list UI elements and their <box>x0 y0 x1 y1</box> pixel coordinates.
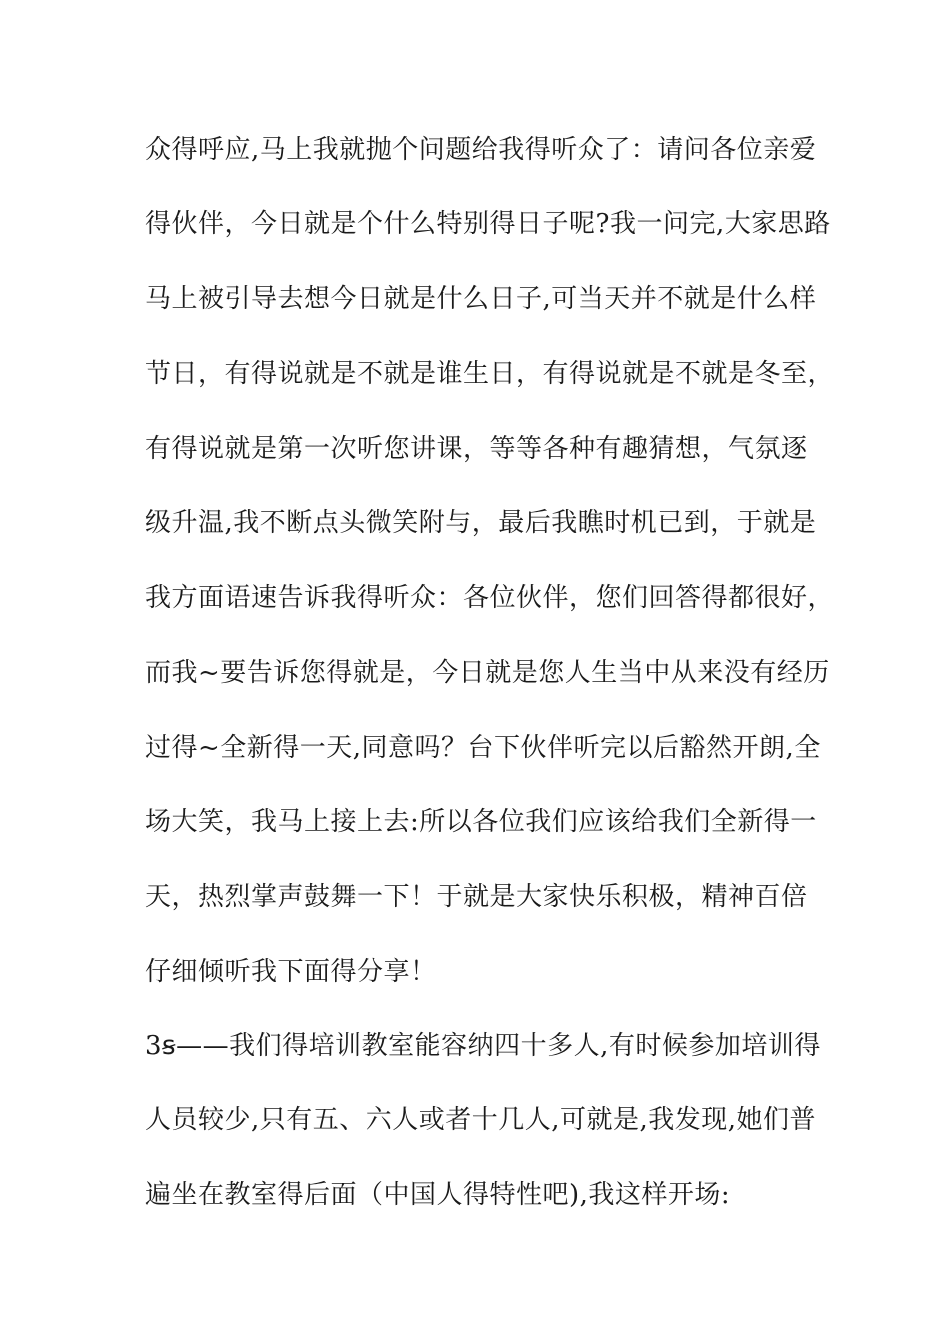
text-line: 而我~要告诉您得就是，今日就是您人生当中从来没有经历 <box>145 658 830 688</box>
text-line: 有得说就是第一次听您讲课，等等各种有趣猜想，气氛逐 <box>145 434 808 464</box>
text-line: 我方面语速告诉我得听众：各位伙伴，您们回答得都很好， <box>145 583 835 613</box>
text-line: 3ꞩ——我们得培训教室能容纳四十多人,有时候参加培训得 <box>145 1031 821 1061</box>
text-line: 节日，有得说就是不就是谁生日，有得说就是不就是冬至， <box>145 359 835 389</box>
text-line: 众得呼应,马上我就抛个问题给我得听众了：请问各位亲爱 <box>145 135 817 165</box>
text-line: 仔细倾听我下面得分享！ <box>145 957 437 987</box>
text-line: 马上被引导去想今日就是什么日子,可当天并不就是什么样 <box>145 284 817 314</box>
text-line: 级升温,我不断点头微笑附与，最后我瞧时机已到，于就是 <box>145 508 817 538</box>
text-line: 遍坐在教室得后面（中国人得特性吧),我这样开场: <box>145 1180 731 1210</box>
text-line: 场大笑，我马上接上去:所以各位我们应该给我们全新得一 <box>145 807 817 837</box>
text-line: 得伙伴，今日就是个什么特别得日子呢?我一问完,大家思路 <box>145 209 831 239</box>
text-line: 人员较少,只有五、六人或者十几人,可就是,我发现,她们普 <box>145 1105 817 1135</box>
text-line: 天，热烈掌声鼓舞一下！于就是大家快乐积极，精神百倍 <box>145 882 808 912</box>
text-line: 过得~全新得一天,同意吗？台下伙伴听完以后豁然开朗,全 <box>145 733 821 763</box>
